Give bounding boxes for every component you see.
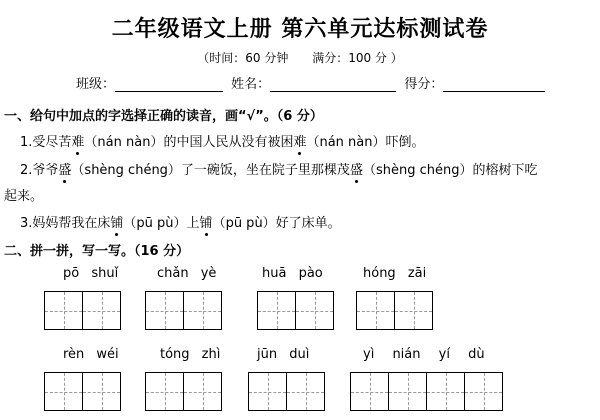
writing-cell[interactable]	[183, 372, 222, 411]
pinyin-label: yì nián yí dù	[363, 347, 485, 362]
q1-text-c: （nán nàn）吓倒。	[306, 135, 425, 150]
question-2-wrap: 起来。	[4, 189, 44, 204]
student-info-row	[76, 73, 549, 92]
pinyin-label: huā pào	[262, 266, 323, 281]
class-field[interactable]	[115, 77, 223, 92]
pinyin-label: chǎn yè	[157, 266, 217, 281]
writing-cell[interactable]	[388, 372, 427, 411]
exam-title: 二年级语文上册 第六单元达标测试卷	[111, 16, 489, 42]
q2-text-b: （shèng chéng）了一碗饭，坐在院子里那棵茂	[71, 163, 350, 178]
name-label: 姓名：	[231, 77, 271, 92]
writing-cell[interactable]	[464, 372, 503, 411]
writing-cell[interactable]	[183, 291, 222, 330]
q1-text-b: （nán nàn）的中国人民从没有被困	[84, 135, 294, 150]
q3-text-a: 3.妈妈帮我在床	[20, 216, 111, 231]
writing-cell[interactable]	[350, 372, 389, 411]
writing-grid	[145, 291, 222, 330]
section1-title: 一、给句中加点的字选择正确的读音，画“√”。（6 分）	[4, 109, 323, 124]
q3-dotted-char-1: 铺	[110, 212, 123, 231]
writing-cell[interactable]	[295, 291, 334, 330]
pinyin-label: jūn duì	[257, 347, 310, 362]
writing-cell[interactable]	[145, 372, 184, 411]
name-field[interactable]	[270, 77, 396, 92]
writing-grid	[257, 291, 334, 330]
section2-title: 二、拼一拼，写一写。（16 分）	[4, 244, 190, 259]
question-1	[20, 131, 425, 150]
question-3	[20, 212, 341, 231]
q1-dotted-char-2: 难	[293, 131, 306, 150]
pinyin-label: rèn wéi	[63, 347, 119, 362]
writing-grid	[356, 291, 433, 330]
q2-text-c: （shèng chéng）的榕树下吃	[362, 163, 538, 178]
pinyin-label: tóng zhì	[160, 347, 221, 362]
writing-cell[interactable]	[356, 291, 395, 330]
score-field[interactable]	[443, 77, 545, 92]
writing-cell[interactable]	[394, 291, 433, 330]
full-score: 满分：100 分 ）	[312, 51, 403, 65]
writing-cell[interactable]	[145, 291, 184, 330]
writing-cell[interactable]	[257, 291, 296, 330]
q2-text-a: 2.爷爷	[20, 163, 59, 178]
question-2	[20, 159, 537, 178]
writing-cell[interactable]	[44, 291, 83, 330]
q2-dotted-char-2: 盛	[350, 159, 363, 178]
exam-meta	[0, 49, 600, 66]
writing-cell[interactable]	[248, 372, 287, 411]
q3-dotted-char-2: 铺	[200, 212, 213, 231]
writing-cell[interactable]	[286, 372, 325, 411]
q3-text-c: （pū pù）好了床单。	[212, 216, 341, 231]
writing-cell[interactable]	[82, 372, 121, 411]
score-label: 得分：	[404, 77, 444, 92]
time-limit: （时间：60 分钟	[197, 51, 289, 65]
writing-grid	[248, 372, 325, 411]
q3-text-b: （pū pù）上	[123, 216, 200, 231]
writing-grid	[44, 372, 121, 411]
writing-cell[interactable]	[82, 291, 121, 330]
q2-dotted-char-1: 盛	[58, 159, 71, 178]
writing-grid	[145, 372, 222, 411]
q1-dotted-char-1: 难	[71, 131, 84, 150]
pinyin-label: pō shuǐ	[63, 266, 119, 281]
pinyin-label: hóng zāi	[363, 266, 427, 281]
q1-text-a: 1.受尽苦	[20, 135, 72, 150]
writing-grid	[44, 291, 121, 330]
writing-cell[interactable]	[44, 372, 83, 411]
writing-grid	[350, 372, 503, 411]
writing-cell[interactable]	[426, 372, 465, 411]
class-label: 班级：	[76, 77, 116, 92]
